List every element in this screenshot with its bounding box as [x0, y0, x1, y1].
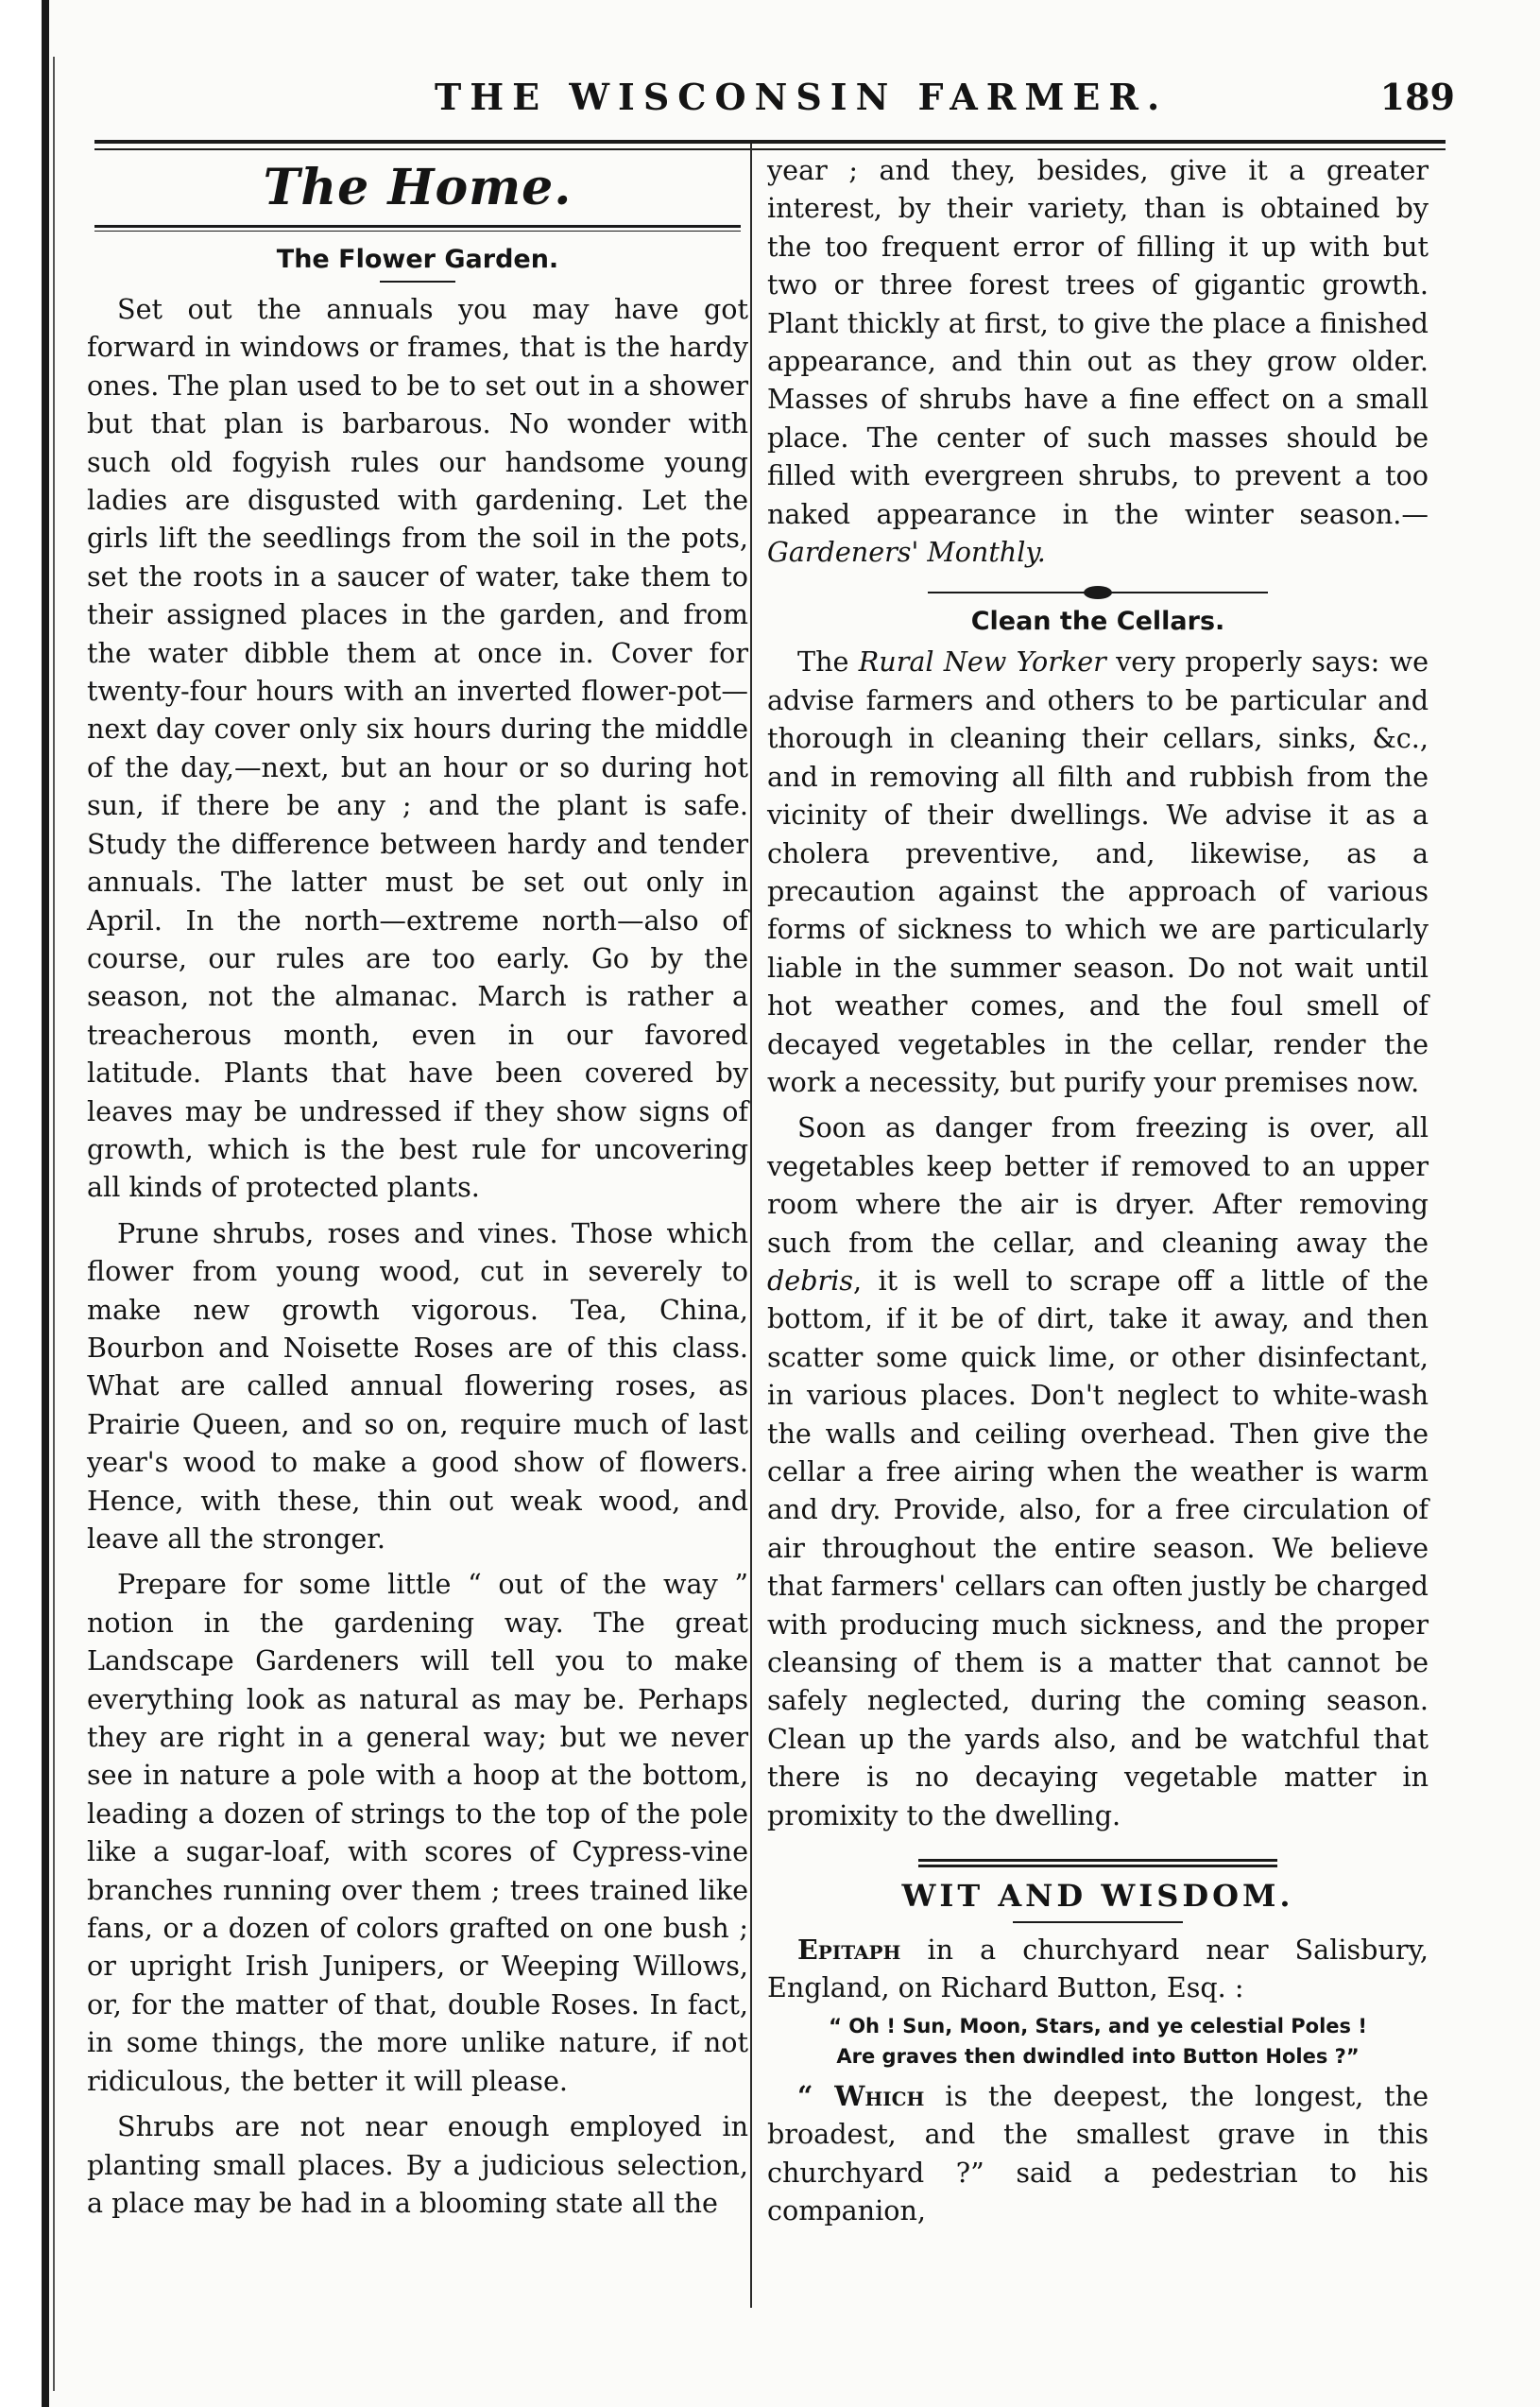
epitaph-lead-word: Epitaph: [797, 1934, 901, 1967]
header-rule-thin: [94, 148, 1446, 150]
section-title-rule: [94, 225, 741, 232]
paragraph-body-a: Soon as danger from freezing is over, all vegetables keep better if removed to an upper room where the air is dryer. After removing such from the cellar, and cleaning away the: [767, 1111, 1429, 1259]
which-lead-word: “ Which: [797, 2079, 925, 2112]
which-text: is the deepest, the longest, the broadest, and the smallest grave in this churchyard ?” said a pedestrian to his companion,: [767, 2079, 1429, 2227]
left-column: [87, 151, 748, 2222]
flower-garden-paragraph-1: Set out the annuals you may have got forward in windows or frames, that is the hardy ones. The plan used to be to set out in a shower but that plan is barbarous. No wonder with such old fogyish rules our handsome young ladies are disgusted with gardening. Let the girls lift the seedlings from the soil in the pots, set the roots in a saucer of water, take them to their assigned places in the garden, and from the water dibble them at once in. Cover for twenty-four hours with an inverted flower-pot—next day cover only six hours during the middle of the day,—next, but an hour or so during hot sun, if there be any ; and the plant is safe. Study the difference between hardy and tender annuals. The latter must be set out only in April. In the north—extreme north—also of course, our rules are too early. Go by the season, not the almanac. March is rather a treacherous month, even in our favored latitude. Plants that have been covered by leaves may be undressed if they show signs of growth, which is the best rule for uncovering all kinds of protected plants.: [87, 293, 748, 1204]
continued-text: year ; and they, besides, give it a greater interest, by their variety, than is obtained by the too frequent error of filling it up with but two or three forest trees of gigantic growth. Plant thickly at first, to give the place a finished appearance, and thin out as they grow older. Masses of shrubs have a fine effect on a small place. The center of such masses should be filled with evergreen shrubs, to prevent a too naked appearance in the winter season.—: [767, 154, 1429, 530]
article-title-flower-garden: The Flower Garden.: [276, 245, 559, 274]
which-grave-paragraph: [767, 2077, 1429, 2230]
section-title-the-home: The Home.: [263, 159, 573, 216]
paragraph-body-b: , it is well to scrape off a little of the bottom, if it be of dirt, take it away, and then scatter some quick lime, or other disinfectant, in various places. Don't neglect to white-wash the walls and ceiling overhead. Then give the cellar a free airing when the weather is warm and dry. Provide, also, for a free circulation of air throughout the entire season. We believe that farmers' cellars can often justly be charged with producing much sickness, and the proper cleansing of them is a matter that cannot be safely neglected, during the coming season. Clean up the yards also, and be watchful that there is no decaying vegetable matter in promixity to the dwelling.: [767, 1264, 1429, 1831]
flower-garden-paragraph-4: Shrubs are not near enough employed in planting small places. By a judicious selection, a place may be had in a blooming state all the: [87, 2110, 748, 2219]
article-source: Gardeners' Monthly.: [767, 536, 1046, 569]
flower-garden-paragraph-3: Prepare for some little “ out of the way ” notion in the gardening way. The great Landscape Gardeners will tell you to make everything look as natural as may be. Perhaps they are right in a general way; but we never see in nature a pole with a hoop at the bottom, leading a dozen of strings to the top of the pole like a sugar-loaf, with scores of Cypress-vine branches running over them ; trees trained like fans, or a dozen of colors grafted on one bush ; or upright Irish Junipers, or Weeping Willows, or, for the matter of that, double Roses. In fact, in some things, the more unlike nature, if not ridiculous, the better it will please.: [87, 1568, 748, 2097]
column-divider: [750, 144, 752, 2308]
publication-title: THE WISCONSIN FARMER.: [435, 76, 1169, 118]
epitaph-line-2: Are graves then dwindled into Button Holes ?”: [836, 2044, 1360, 2068]
epitaph-intro: [767, 1931, 1429, 2007]
right-column: [767, 151, 1429, 2230]
paragraph-body: very properly says: we advise farmers and others to be particular and thorough in cleaning their cellars, sinks, &c., and in removing all filth and rubbish from the vicinity of their dwellings. We advise it as a cholera preventive, and, likewise, as a precaution against the approach of various forms of sickness to which we are particularly liable in the summer season. Do not wait until hot weather comes, and the foul smell of decayed vegetables in the cellar, render the work a necessity, but purify your premises now.: [767, 645, 1429, 1098]
epitaph-line-1: “ Oh ! Sun, Moon, Stars, and ye celestial Poles !: [829, 2014, 1367, 2037]
italic-word: debris: [767, 1264, 854, 1297]
title-underline: [380, 281, 455, 283]
epitaph-intro-text: in a churchyard near Salisbury, England, on Richard Button, Esq. :: [767, 1934, 1429, 2004]
article-separator-ornament: [928, 592, 1268, 593]
section-title-wit-and-wisdom: WIT AND WISDOM.: [901, 1878, 1294, 1915]
paragraph-lead: The: [797, 645, 859, 679]
flower-garden-paragraph-4-continued: [767, 151, 1429, 571]
clean-cellars-paragraph-2: [767, 1109, 1429, 1834]
cited-publication: Rural New Yorker: [858, 645, 1106, 679]
wit-title-underline: [1013, 1921, 1183, 1923]
page-binding-margin: [0, 0, 42, 2407]
running-header: [94, 76, 1455, 132]
clean-cellars-paragraph-1: [767, 643, 1429, 1101]
article-title-clean-cellars: Clean the Cellars.: [970, 607, 1225, 637]
epitaph-verse: [767, 2011, 1429, 2072]
flower-garden-paragraph-2: Prune shrubs, roses and vines. Those which flower from young wood, cut in severely to make new growth vigorous. Tea, China, Bourbon and Noisette Roses are of this class. What are called annual flowering roses, as Prairie Queen, and so on, require much of last year's wood to make a good show of flowers. Hence, with these, thin out weak wood, and leave all the stronger.: [87, 1216, 748, 1555]
binding-edge: [42, 0, 49, 2407]
page-number: 189: [1379, 76, 1455, 118]
wit-wisdom-rules: [918, 1859, 1277, 1867]
header-rule-thick: [94, 140, 1446, 144]
binding-edge-thin: [53, 57, 55, 2391]
